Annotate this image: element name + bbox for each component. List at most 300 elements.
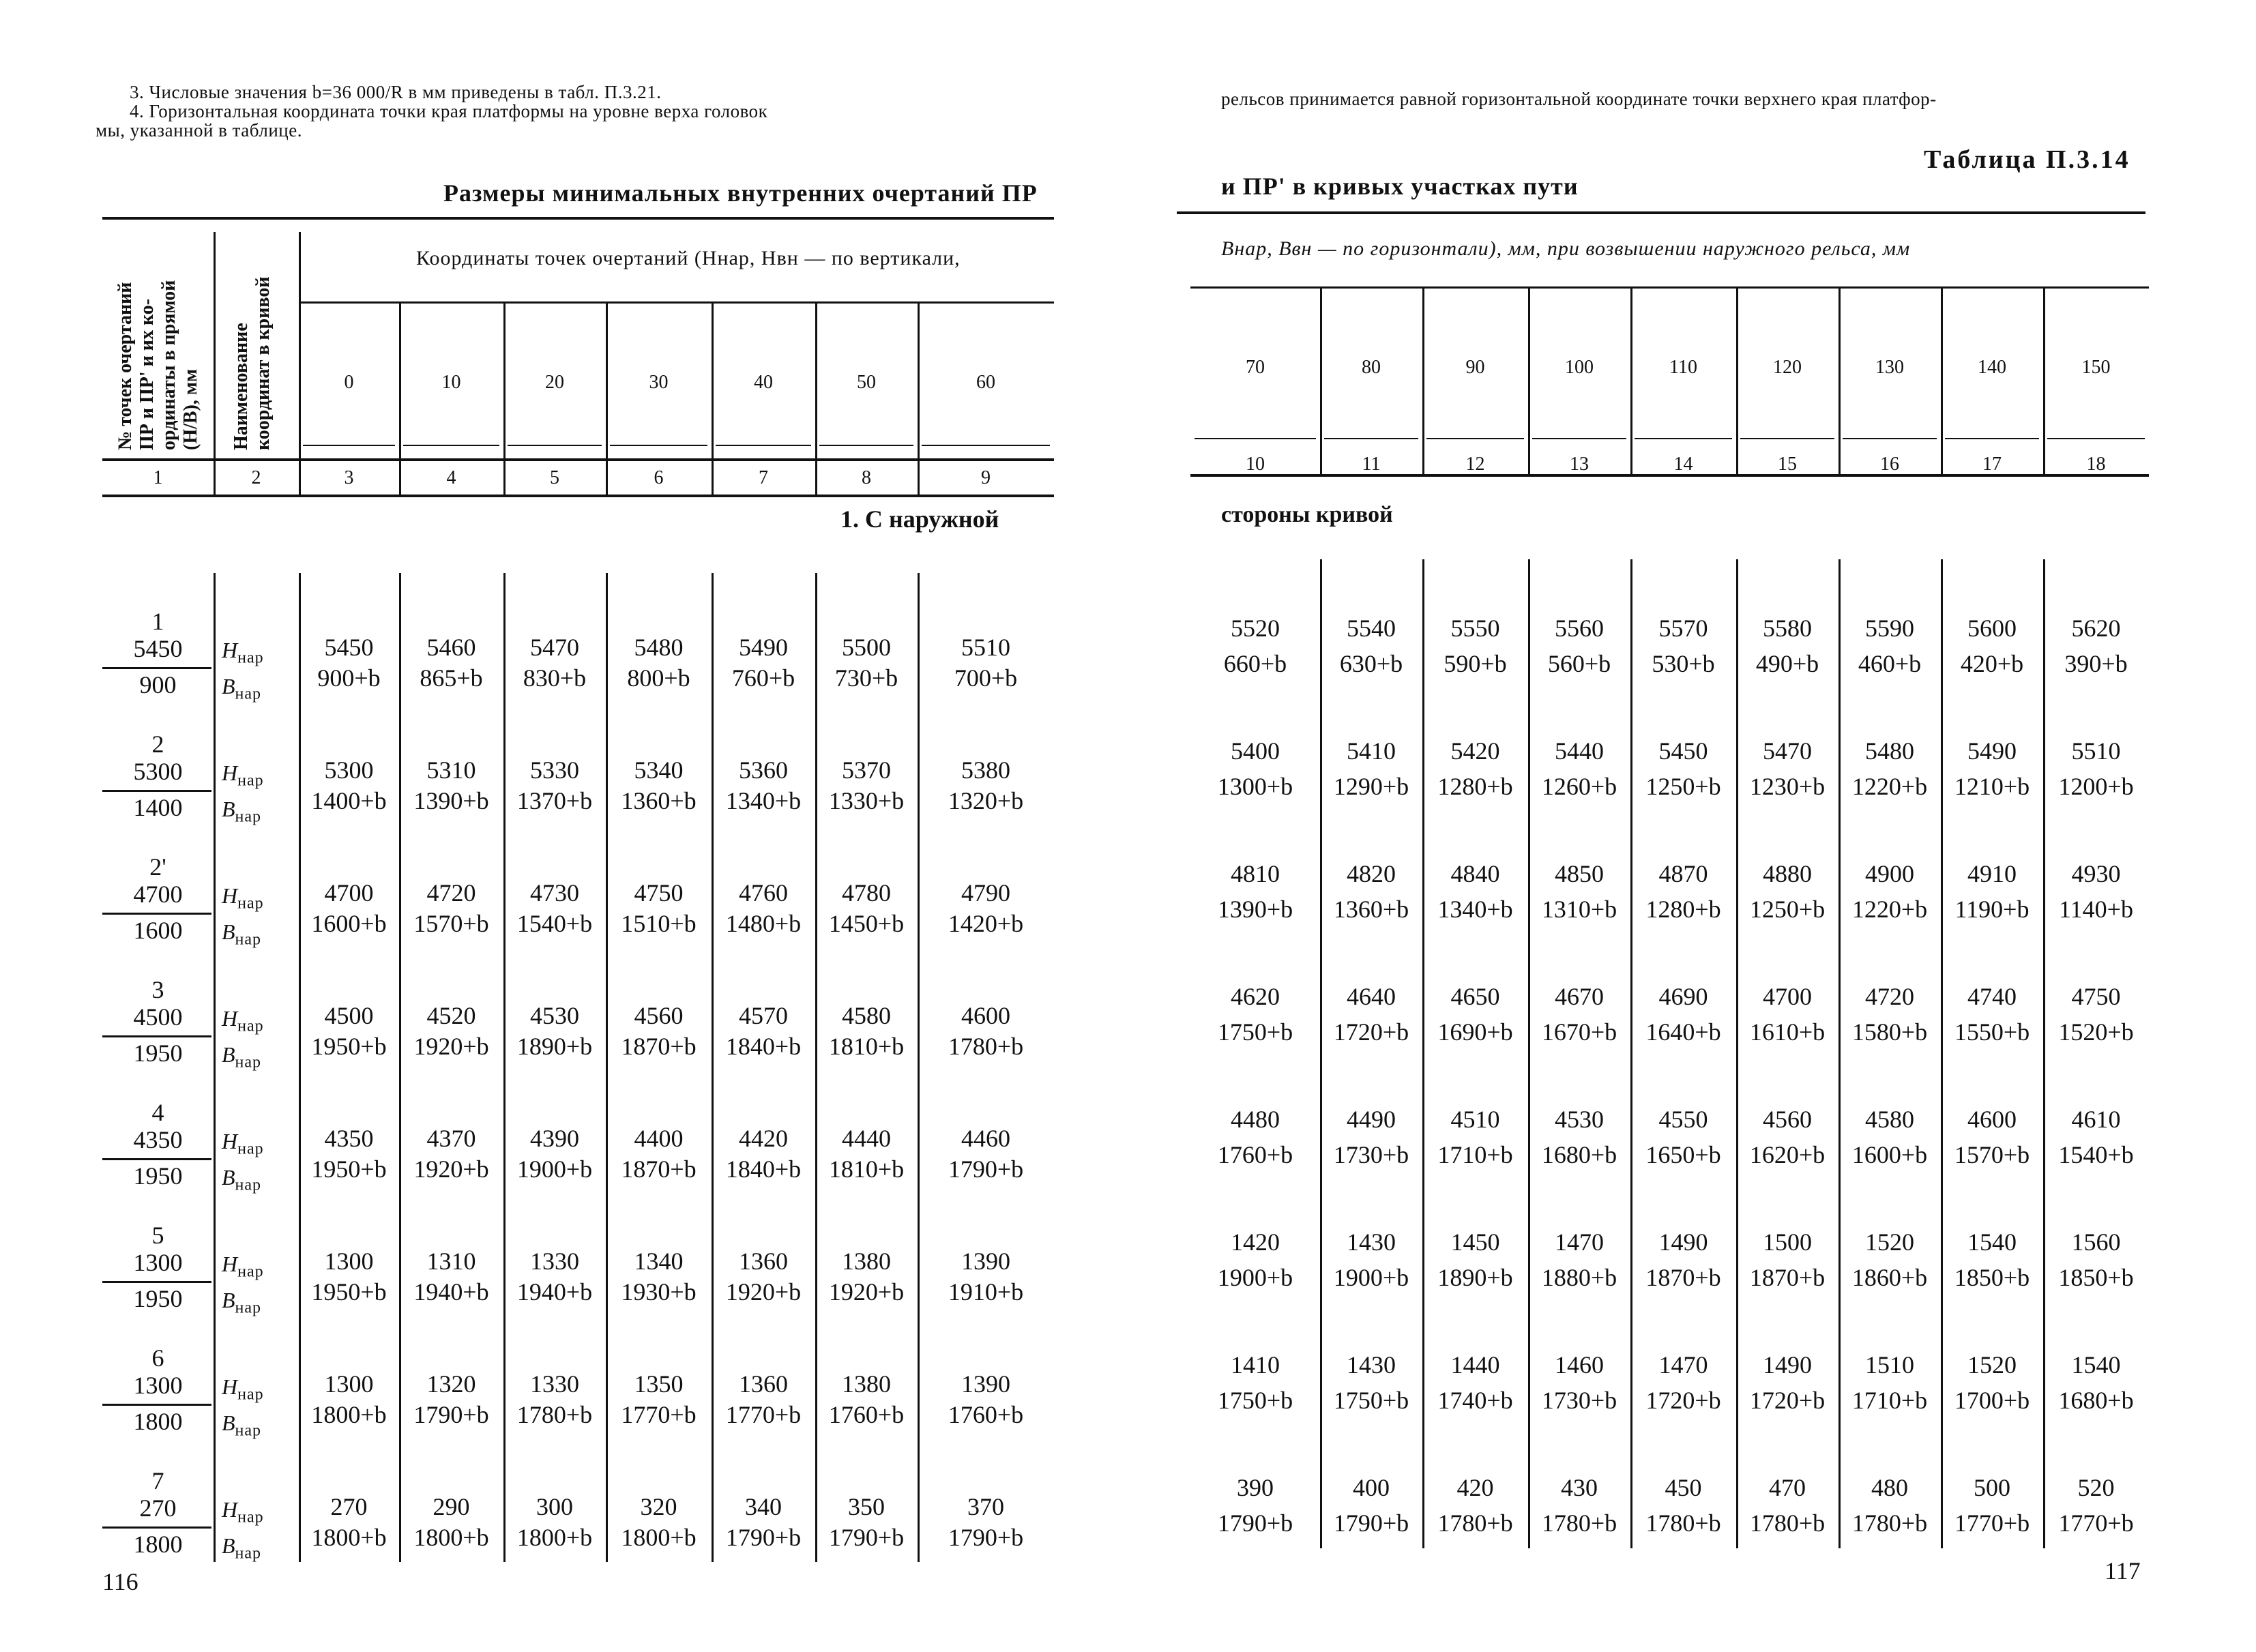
b-value-cell: 1720+b <box>1333 1018 1409 1046</box>
elevation-header: 120 <box>1773 357 1802 378</box>
elevation-header: 80 <box>1362 357 1381 378</box>
h-value-cell: 1300 <box>324 1248 374 1275</box>
column-number: 9 <box>981 467 991 488</box>
h-value-cell: 4480 <box>1231 1106 1280 1133</box>
b-value-cell: 1520+b <box>2058 1018 2134 1046</box>
fraction-bar <box>102 1526 211 1529</box>
b-value-cell: 1870+b <box>621 1155 697 1183</box>
elevation-underline <box>1324 438 1418 439</box>
h-value-cell: 1500 <box>1763 1228 1812 1256</box>
b-value-cell: 1550+b <box>1954 1018 2030 1046</box>
b-value-cell: 1570+b <box>1954 1141 2030 1168</box>
h-value-cell: 300 <box>536 1493 573 1520</box>
b-value-cell: 1720+b <box>1749 1387 1826 1414</box>
h-value-cell: 4580 <box>1865 1106 1914 1133</box>
b-value-cell: 1420+b <box>948 910 1024 937</box>
elevation-header: 40 <box>754 372 773 393</box>
h-value-cell: 520 <box>2077 1474 2115 1501</box>
h-value-cell: 4650 <box>1450 983 1500 1010</box>
elevation-header: 110 <box>1669 357 1697 378</box>
b-value-cell: 1900+b <box>1333 1264 1409 1291</box>
b-value-cell: 830+b <box>523 664 587 692</box>
b-value-cell: 1570+b <box>413 910 489 937</box>
elevation-underline <box>403 445 499 446</box>
coord-subscript: нар <box>235 685 262 703</box>
column-number-rule-left <box>102 458 1054 461</box>
b-value-cell: 1790+b <box>1217 1509 1293 1537</box>
b-value-cell: 1720+b <box>1645 1387 1721 1414</box>
header-column-divider <box>1528 286 1530 476</box>
straight-h-value: 4500 <box>133 1003 183 1031</box>
header-column-divider <box>1630 286 1632 476</box>
h-value-cell: 1380 <box>842 1370 891 1398</box>
h-value-cell: 1320 <box>426 1370 476 1398</box>
elevation-underline <box>610 445 707 446</box>
h-value-cell: 4780 <box>842 879 891 906</box>
b-value-cell: 1710+b <box>1851 1387 1928 1414</box>
fraction-bar <box>102 1035 211 1037</box>
h-value-cell: 4520 <box>426 1002 476 1029</box>
coord-subscript: нар <box>235 1544 262 1563</box>
h-value-cell: 1340 <box>634 1248 684 1275</box>
elevation-underline <box>1635 438 1732 439</box>
h-value-cell: 5510 <box>2071 737 2121 765</box>
h-value-cell: 290 <box>433 1493 470 1520</box>
coord-letter-h: H <box>222 1129 238 1153</box>
h-value-cell: 340 <box>745 1493 782 1520</box>
h-value-cell: 480 <box>1871 1474 1908 1501</box>
coord-subscript: нар <box>235 1299 262 1317</box>
elevation-header: 140 <box>1978 357 2006 378</box>
straight-b-value: 1950 <box>133 1162 183 1190</box>
b-value-cell: 1910+b <box>948 1278 1024 1306</box>
b-value-cell: 1890+b <box>1437 1264 1513 1291</box>
straight-h-value: 270 <box>139 1494 177 1522</box>
column-number: 13 <box>1570 454 1589 475</box>
b-value-cell: 1360+b <box>621 787 697 814</box>
h-value-cell: 4810 <box>1231 860 1280 887</box>
b-value-cell: 1770+b <box>621 1401 697 1428</box>
h-value-cell: 4640 <box>1347 983 1396 1010</box>
point-number: 1 <box>151 608 164 635</box>
b-value-cell: 1680+b <box>1541 1141 1617 1168</box>
h-value-cell: 5310 <box>426 756 476 784</box>
coord-letter-h: H <box>222 761 238 785</box>
b-value-cell: 490+b <box>1755 650 1819 677</box>
point-number: 7 <box>151 1467 164 1494</box>
b-value-cell: 1950+b <box>311 1155 387 1183</box>
elevation-header: 30 <box>649 372 669 393</box>
h-value-cell: 1420 <box>1231 1228 1280 1256</box>
b-value-cell: 1950+b <box>311 1278 387 1306</box>
header-bottom-rule-left <box>102 495 1054 497</box>
b-value-cell: 865+b <box>420 664 483 692</box>
h-value-cell: 4600 <box>1967 1106 2017 1133</box>
elevation-underline <box>819 445 913 446</box>
b-value-cell: 1300+b <box>1217 773 1293 800</box>
b-value-cell: 1310+b <box>1541 896 1617 923</box>
b-value-cell: 1600+b <box>1851 1141 1928 1168</box>
h-value-cell: 4670 <box>1555 983 1604 1010</box>
b-value-cell: 1780+b <box>1851 1509 1928 1537</box>
b-value-cell: 1320+b <box>948 787 1024 814</box>
b-value-cell: 1580+b <box>1851 1018 1928 1046</box>
h-value-cell: 5580 <box>1763 615 1812 642</box>
b-value-cell: 1860+b <box>1851 1264 1928 1291</box>
b-value-cell: 1190+b <box>1954 896 2030 923</box>
b-value-cell: 1800+b <box>621 1524 697 1551</box>
coord-subscript: нар <box>237 1140 264 1158</box>
h-value-cell: 5360 <box>739 756 788 784</box>
h-value-cell: 5450 <box>324 634 374 661</box>
h-value-cell: 4560 <box>1763 1106 1812 1133</box>
b-value-cell: 1370+b <box>516 787 593 814</box>
h-value-cell: 4870 <box>1658 860 1708 887</box>
coord-letter-b: B <box>222 1165 235 1190</box>
h-value-cell: 350 <box>848 1493 885 1520</box>
h-value-cell: 4570 <box>739 1002 788 1029</box>
h-value-cell: 1490 <box>1658 1228 1708 1256</box>
b-value-cell: 1780+b <box>1749 1509 1826 1537</box>
b-value-cell: 1400+b <box>311 787 387 814</box>
coord-letter-b: B <box>222 1042 235 1067</box>
h-value-cell: 1330 <box>530 1370 579 1398</box>
b-value-cell: 1220+b <box>1851 896 1928 923</box>
coord-subscript: нар <box>237 1017 264 1035</box>
h-value-cell: 4420 <box>739 1125 788 1152</box>
b-value-cell: 590+b <box>1444 650 1507 677</box>
header-column-divider <box>815 301 817 495</box>
h-value-cell: 4460 <box>961 1125 1010 1152</box>
column-number: 15 <box>1778 454 1797 475</box>
elevation-underline <box>508 445 602 446</box>
coord-subscript: нар <box>235 1176 262 1194</box>
b-value-cell: 1200+b <box>2058 773 2134 800</box>
elevation-header: 60 <box>976 372 995 393</box>
b-value-cell: 900+b <box>317 664 381 692</box>
coord-letter-b: B <box>222 1411 235 1435</box>
h-value-cell: 5560 <box>1555 615 1604 642</box>
note-4-line2: мы, указанной в таблице. <box>96 120 302 141</box>
h-value-cell: 1470 <box>1658 1351 1708 1378</box>
header-column-divider <box>214 232 216 495</box>
straight-h-value: 4350 <box>133 1126 183 1153</box>
coord-letter-b: B <box>222 797 235 821</box>
header-column-divider <box>1941 286 1943 476</box>
h-value-cell: 5490 <box>739 634 788 661</box>
point-number: 3 <box>151 976 164 1003</box>
b-value-cell: 1670+b <box>1541 1018 1617 1046</box>
h-value-cell: 1310 <box>426 1248 476 1275</box>
b-value-cell: 1730+b <box>1541 1387 1617 1414</box>
elevation-header: 20 <box>545 372 564 393</box>
column-number: 4 <box>446 467 456 488</box>
h-value-cell: 1430 <box>1347 1228 1396 1256</box>
coord-letter-b: B <box>222 674 235 698</box>
b-value-cell: 1950+b <box>311 1033 387 1060</box>
table-title-right: и ПР' в кривых участках пути <box>1221 173 1579 200</box>
h-value-cell: 5480 <box>634 634 684 661</box>
coord-letter-h: H <box>222 1252 238 1276</box>
h-value-cell: 1450 <box>1450 1228 1500 1256</box>
h-value-cell: 4530 <box>1555 1106 1604 1133</box>
coords-header-left: Координаты точек очертаний (Hнар, Hвн — по вертикали, <box>416 247 961 269</box>
h-value-cell: 1560 <box>2071 1228 2121 1256</box>
b-value-cell: 1250+b <box>1749 896 1826 923</box>
straight-b-value: 1600 <box>133 917 183 944</box>
h-value-cell: 5470 <box>530 634 579 661</box>
h-value-cell: 5540 <box>1347 615 1396 642</box>
elevation-underline <box>2047 438 2145 439</box>
b-value-cell: 1920+b <box>725 1278 802 1306</box>
b-value-cell: 1870+b <box>1645 1264 1721 1291</box>
b-value-cell: 1250+b <box>1645 773 1721 800</box>
point-number: 4 <box>151 1099 164 1126</box>
h-value-cell: 4610 <box>2071 1106 2121 1133</box>
h-value-cell: 5450 <box>1658 737 1708 765</box>
coord-letter-h: H <box>222 1497 238 1522</box>
page-number-left: 116 <box>102 1568 138 1595</box>
coord-label-b <box>222 919 261 949</box>
note-4-line1: 4. Горизонтальная координата точки края платформы на уровне верха головок <box>130 101 768 121</box>
h-value-cell: 5340 <box>634 756 684 784</box>
straight-b-value: 1950 <box>133 1039 183 1067</box>
fraction-bar <box>102 1281 211 1283</box>
h-value-cell: 4620 <box>1231 983 1280 1010</box>
b-value-cell: 1540+b <box>516 910 593 937</box>
b-value-cell: 1840+b <box>725 1155 802 1183</box>
h-value-cell: 4600 <box>961 1002 1010 1029</box>
coord-letter-h: H <box>222 638 238 662</box>
coord-label-h <box>222 1374 264 1404</box>
b-value-cell: 1290+b <box>1333 773 1409 800</box>
b-value-cell: 1810+b <box>828 1033 905 1060</box>
fraction-bar <box>102 913 211 915</box>
coord-letter-b: B <box>222 1288 235 1312</box>
b-value-cell: 1740+b <box>1437 1387 1513 1414</box>
coord-label-b <box>222 1411 261 1440</box>
h-value-cell: 4700 <box>324 879 374 906</box>
coord-subscript: нар <box>237 771 264 790</box>
b-value-cell: 1700+b <box>1954 1387 2030 1414</box>
h-value-cell: 270 <box>330 1493 368 1520</box>
h-value-cell: 5490 <box>1967 737 2017 765</box>
h-value-cell: 5600 <box>1967 615 2017 642</box>
straight-b-value: 1950 <box>133 1285 183 1312</box>
b-value-cell: 530+b <box>1652 650 1715 677</box>
h-value-cell: 5460 <box>426 634 476 661</box>
fraction-bar <box>102 1404 211 1406</box>
h-value-cell: 4900 <box>1865 860 1914 887</box>
b-value-cell: 1840+b <box>725 1033 802 1060</box>
b-value-cell: 1770+b <box>2058 1509 2134 1537</box>
h-value-cell: 4690 <box>1658 983 1708 1010</box>
h-value-cell: 4440 <box>842 1125 891 1152</box>
h-value-cell: 1430 <box>1347 1351 1396 1378</box>
b-value-cell: 1880+b <box>1541 1264 1617 1291</box>
coord-letter-h: H <box>222 1006 238 1031</box>
h-value-cell: 5590 <box>1865 615 1914 642</box>
b-value-cell: 1940+b <box>516 1278 593 1306</box>
h-value-cell: 5420 <box>1450 737 1500 765</box>
h-value-cell: 4490 <box>1347 1106 1396 1133</box>
straight-h-value: 1300 <box>133 1372 183 1399</box>
h-value-cell: 4760 <box>739 879 788 906</box>
h-value-cell: 1380 <box>842 1248 891 1275</box>
elevation-header: 130 <box>1875 357 1904 378</box>
fraction-bar <box>102 1158 211 1160</box>
b-value-cell: 1890+b <box>516 1033 593 1060</box>
section-title-right: стороны кривой <box>1221 502 1393 527</box>
b-value-cell: 1920+b <box>828 1278 905 1306</box>
straight-b-value: 1800 <box>133 1408 183 1435</box>
point-number: 2' <box>149 853 166 881</box>
right-top-text: рельсов принимается равной горизонтальной координате точки верхнего края платфор- <box>1221 89 1937 109</box>
h-value-cell: 1520 <box>1967 1351 2017 1378</box>
b-value-cell: 1480+b <box>725 910 802 937</box>
h-value-cell: 4560 <box>634 1002 684 1029</box>
b-value-cell: 1260+b <box>1541 773 1617 800</box>
b-value-cell: 1850+b <box>1954 1264 2030 1291</box>
b-value-cell: 1780+b <box>1437 1509 1513 1537</box>
coord-label-b <box>222 674 261 703</box>
h-value-cell: 5570 <box>1658 615 1708 642</box>
b-value-cell: 1870+b <box>621 1033 697 1060</box>
b-value-cell: 1800+b <box>413 1524 489 1551</box>
h-value-cell: 4700 <box>1763 983 1812 1010</box>
b-value-cell: 1760+b <box>1217 1141 1293 1168</box>
b-value-cell: 1800+b <box>311 1401 387 1428</box>
b-value-cell: 1210+b <box>1954 773 2030 800</box>
h-value-cell: 4910 <box>1967 860 2017 887</box>
column-number: 5 <box>550 467 559 488</box>
elevation-header: 150 <box>2081 357 2111 378</box>
h-value-cell: 370 <box>967 1493 1004 1520</box>
b-value-cell: 1690+b <box>1437 1018 1513 1046</box>
elevation-underline <box>922 445 1050 446</box>
section-title-left: 1. С наружной <box>840 505 999 533</box>
h-value-cell: 4510 <box>1450 1106 1500 1133</box>
header-subrule-left <box>299 301 1054 304</box>
h-value-cell: 5400 <box>1231 737 1280 765</box>
b-value-cell: 800+b <box>627 664 690 692</box>
h-value-cell: 4530 <box>530 1002 579 1029</box>
coord-label-h <box>222 883 264 913</box>
b-value-cell: 1760+b <box>828 1401 905 1428</box>
b-value-cell: 1340+b <box>1437 896 1513 923</box>
b-value-cell: 460+b <box>1858 650 1922 677</box>
straight-b-value: 1400 <box>133 794 183 821</box>
h-value-cell: 5440 <box>1555 737 1604 765</box>
coord-label-h <box>222 761 264 790</box>
b-value-cell: 1750+b <box>1217 1018 1293 1046</box>
h-value-cell: 5370 <box>842 756 891 784</box>
h-value-cell: 1330 <box>530 1248 579 1275</box>
h-value-cell: 5380 <box>961 756 1010 784</box>
b-value-cell: 1780+b <box>1645 1509 1721 1537</box>
h-value-cell: 4720 <box>426 879 476 906</box>
b-value-cell: 1280+b <box>1645 896 1721 923</box>
b-value-cell: 1390+b <box>413 787 489 814</box>
h-value-cell: 1540 <box>2071 1351 2121 1378</box>
b-value-cell: 1650+b <box>1645 1141 1721 1168</box>
b-value-cell: 1850+b <box>2058 1264 2134 1291</box>
elevation-header: 50 <box>857 372 876 393</box>
h-value-cell: 5480 <box>1865 737 1914 765</box>
b-value-cell: 1760+b <box>948 1401 1024 1428</box>
column-number: 7 <box>759 467 768 488</box>
column-number: 16 <box>1880 454 1899 475</box>
elevation-underline <box>1426 438 1524 439</box>
b-value-cell: 1870+b <box>1749 1264 1826 1291</box>
h-value-cell: 4740 <box>1967 983 2017 1010</box>
h-value-cell: 4400 <box>634 1125 684 1152</box>
h-value-cell: 4880 <box>1763 860 1812 887</box>
b-value-cell: 1790+b <box>948 1524 1024 1551</box>
h-value-cell: 5550 <box>1450 615 1500 642</box>
header-column-divider <box>712 301 714 495</box>
b-value-cell: 1920+b <box>413 1155 489 1183</box>
page-number-right: 117 <box>2105 1557 2141 1584</box>
header-column-divider <box>399 301 401 495</box>
header-column-divider <box>299 232 301 495</box>
b-value-cell: 1780+b <box>1541 1509 1617 1537</box>
h-value-cell: 4820 <box>1347 860 1396 887</box>
b-value-cell: 1790+b <box>1333 1509 1409 1537</box>
h-value-cell: 4790 <box>961 879 1010 906</box>
elevation-header: 90 <box>1465 357 1485 378</box>
column-number: 14 <box>1673 454 1693 475</box>
b-value-cell: 1940+b <box>413 1278 489 1306</box>
coord-label-b <box>222 1165 261 1194</box>
h-value-cell: 400 <box>1353 1474 1390 1501</box>
h-value-cell: 1460 <box>1555 1351 1604 1378</box>
elevation-underline <box>1843 438 1937 439</box>
header-column-divider <box>2043 286 2045 476</box>
point-number: 6 <box>151 1344 164 1372</box>
header-column-divider <box>1320 286 1322 476</box>
coord-subscript: нар <box>237 1508 264 1526</box>
b-value-cell: 1140+b <box>2059 896 2133 923</box>
h-value-cell: 4500 <box>324 1002 374 1029</box>
body-column-divider <box>214 573 216 1562</box>
b-value-cell: 1900+b <box>1217 1264 1293 1291</box>
coord-letter-b: B <box>222 1533 235 1558</box>
column-number: 6 <box>654 467 664 488</box>
h-value-cell: 450 <box>1665 1474 1702 1501</box>
coord-label-h <box>222 1129 264 1158</box>
h-value-cell: 5500 <box>842 634 891 661</box>
b-value-cell: 1230+b <box>1749 773 1826 800</box>
elevation-underline <box>1945 438 2039 439</box>
h-value-cell: 1540 <box>1967 1228 2017 1256</box>
coord-letter-h: H <box>222 1374 238 1399</box>
h-value-cell: 320 <box>640 1493 677 1520</box>
coord-subscript: нар <box>235 1421 262 1440</box>
header-column-divider <box>1839 286 1841 476</box>
h-value-cell: 5470 <box>1763 737 1812 765</box>
h-value-cell: 4390 <box>530 1125 579 1152</box>
header-column-divider <box>503 301 506 495</box>
column-number: 11 <box>1362 454 1381 475</box>
coord-label-b <box>222 1042 261 1072</box>
column-number: 10 <box>1246 454 1265 475</box>
b-value-cell: 1790+b <box>413 1401 489 1428</box>
coord-subscript: нар <box>235 808 262 826</box>
b-value-cell: 1900+b <box>516 1155 593 1183</box>
h-value-cell: 4840 <box>1450 860 1500 887</box>
point-number: 2 <box>151 731 164 758</box>
